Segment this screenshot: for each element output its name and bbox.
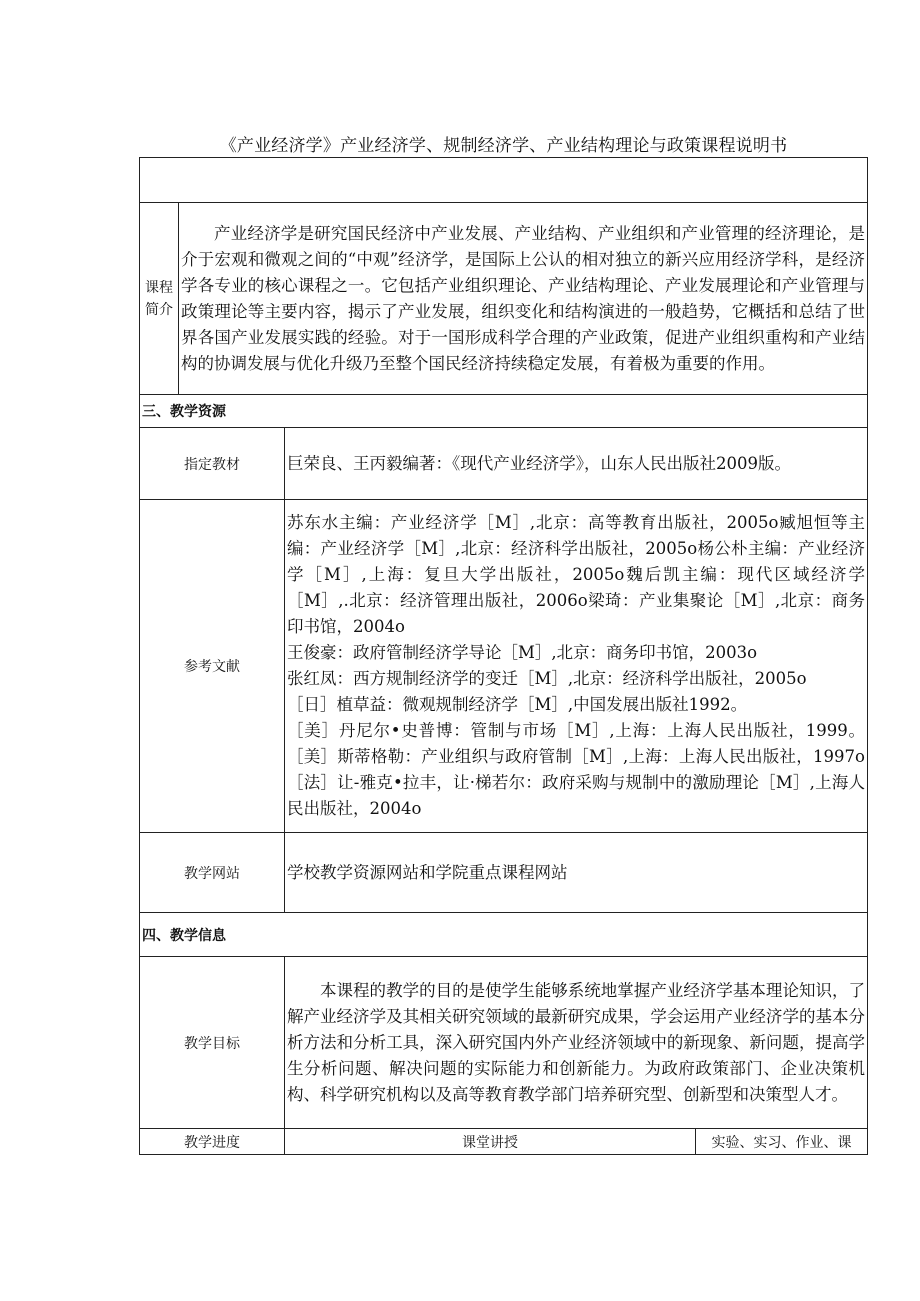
textbook-value: 巨荣良、王丙毅编著：《现代产业经济学》，山东人民出版社2009版。: [285, 428, 868, 500]
reference-item: ［日］植草益：微观规制经济学［M］,中国发展出版社1992。: [287, 695, 748, 714]
references-list: [285, 500, 868, 833]
practice-header: 实验、实习、作业、课: [696, 1129, 868, 1155]
website-label: 教学网站: [140, 833, 285, 913]
intro-label: 课程简介: [140, 203, 179, 395]
reference-item: ［美］丹尼尔•史普博：管制与市场［M］,上海：上海人民出版社，1999。［美］斯蒂格勒：产业组织与政府管制［M］,上海：上海人民出版社，1997o［法］让-雅克•拉丰，让·梯若尔：政府采购与规制中的激励理论［M］,上海人民出版社，2004o: [287, 721, 865, 818]
goal-text: 本课程的教学的目的是使学生能够系统地掌握产业经济学基本理论知识，了解产业经济学及其相关研究领域的最新研究成果，学会运用产业经济学的基本分析方法和分析工具，深入研究国内外产业经济领域中的新现象、新问题，提高学生分析问题、解决问题的实际能力和创新能力。为政府政策部门、企业决策机构、科学研究机构以及高等教育教学部门培养研究型、创新型和决策型人才。: [285, 957, 868, 1129]
section3-heading: 三、教学资源: [140, 395, 868, 428]
progress-label: 教学进度: [140, 1129, 285, 1155]
reference-item: 张红凤：西方规制经济学的变迁［M］,北京：经济科学出版社，2005o: [287, 669, 807, 688]
website-value: 学校教学资源网站和学院重点课程网站: [285, 833, 868, 913]
website-row: [140, 833, 868, 913]
references-row: [140, 500, 868, 833]
section4-heading-row: [140, 913, 868, 957]
document-title: 《产业经济学》产业经济学、规制经济学、产业结构理论与政策课程说明书: [219, 136, 788, 156]
goal-row: [140, 957, 868, 1129]
empty-row: [140, 158, 868, 203]
intro-row: [140, 203, 868, 395]
textbook-label: 指定教材: [140, 428, 285, 500]
lecture-header: 课堂讲授: [285, 1129, 696, 1155]
intro-text: 产业经济学是研究国民经济中产业发展、产业结构、产业组织和产业管理的经济理论，是介于宏观和微观之间的“中观”经济学，是国际上公认的相对独立的新兴应用经济学科，是经济学各专业的核心课程之一。它包括产业组织理论、产业结构理论、产业发展理论和产业管理与政策理论等主要内容，揭示了产业发展，组织变化和结构演进的一般趋势，它概括和总结了世界各国产业发展实践的经验。对于一国形成科学合理的产业政策，促进产业组织重构和产业结构的协调发展与优化升级乃至整个国民经济持续稳定发展，有着极为重要的作用。: [179, 203, 868, 395]
progress-header-row: [140, 1129, 868, 1155]
references-label: 参考文献: [140, 500, 285, 833]
goal-label: 教学目标: [140, 957, 285, 1129]
reference-item: 王俊豪：政府管制经济学导论［M］,北京：商务印书馆，2003o: [287, 643, 758, 662]
textbook-row: [140, 428, 868, 500]
course-table: [139, 157, 868, 1155]
section4-heading: 四、教学信息: [140, 913, 868, 957]
reference-item: 苏东水主编：产业经济学［M］,北京：高等教育出版社，2005o臧旭恒等主编：产业经济学［M］,北京：经济科学出版社，2005o杨公朴主编：产业经济学［M］,上海：复旦大学出版社，2005o魏后凯主编：现代区域经济学［M］,.北京：经济管理出版社，2006o梁琦：产业集聚论［M］,北京：商务印书馆，2004o: [287, 513, 865, 636]
section3-heading-row: [140, 395, 868, 428]
